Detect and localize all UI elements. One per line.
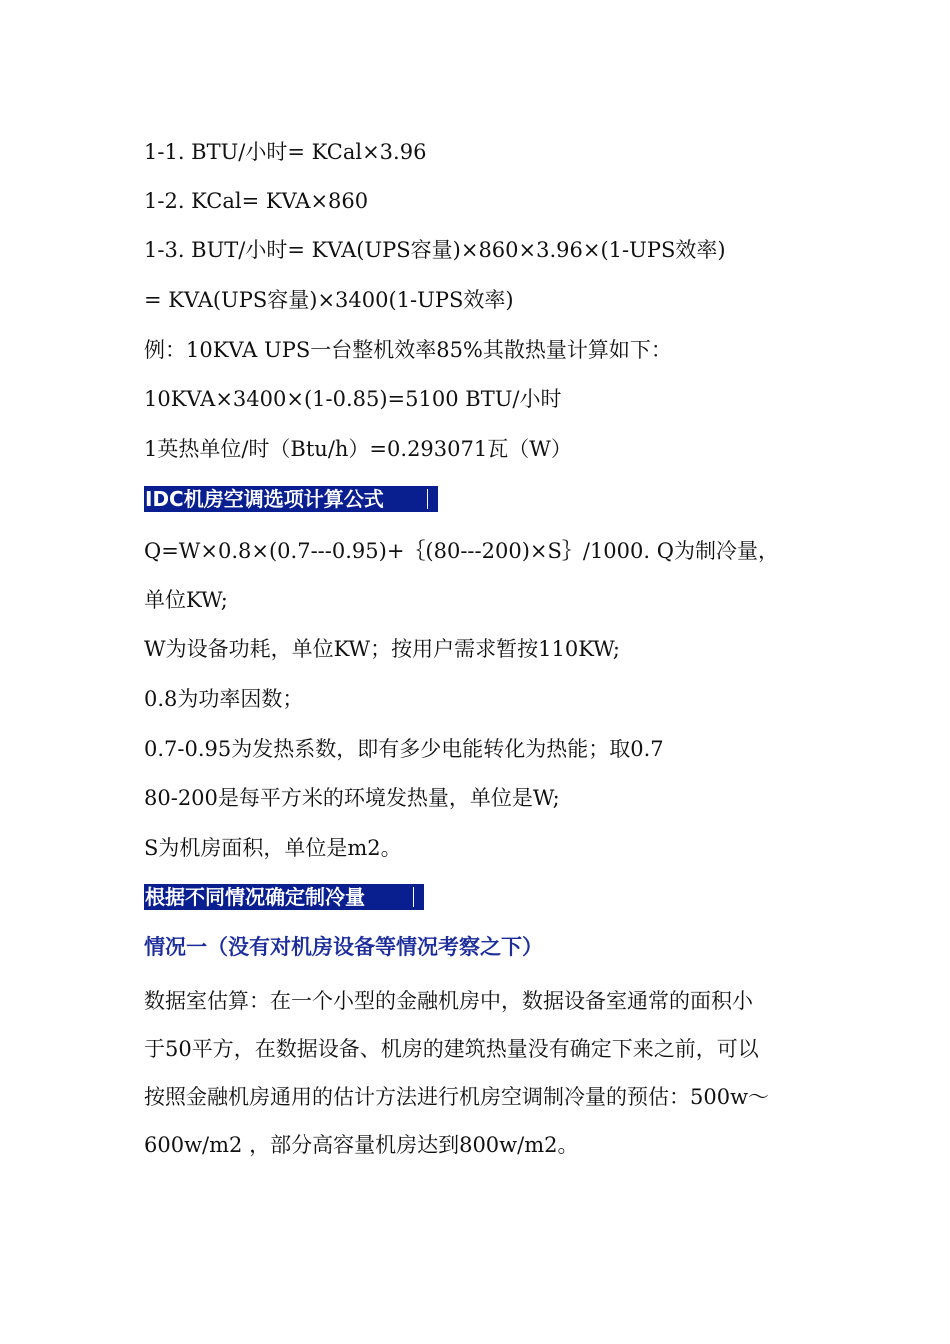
formula-btu-ups-simplified: = KVA(UPS容量)×3400(1-UPS效率) [144,288,514,312]
heading-marker [413,887,414,907]
example-calculation: 10KVA×3400×(1-0.85)=5100 BTU/小时 [144,387,562,411]
case1-line2: 于50平方，在数据设备、机房的建筑热量没有确定下来之前，可以 [144,1037,759,1061]
section-heading-idc [144,486,438,512]
heat-coefficient-definition: 0.7-0.95为发热系数，即有多少电能转化为热能；取0.7 [144,737,664,761]
example-intro: 例：10KVA UPS一台整机效率85%其散热量计算如下： [144,338,672,362]
case1-line1: 数据室估算：在一个小型的金融机房中，数据设备室通常的面积小 [144,989,753,1013]
unit-conversion: 1英热单位/时（Btu/h）=0.293071瓦（W） [144,437,572,461]
section-heading-cooling [144,884,424,910]
case1-line3: 按照金融机房通用的估计方法进行机房空调制冷量的预估：500w～ [144,1085,770,1109]
power-factor-definition: 0.8为功率因数； [144,687,304,711]
heading-marker [427,489,428,509]
environment-heat-definition: 80-200是每平方米的环境发热量，单位是W; [144,786,560,810]
formula-btu-ups: 1-3. BUT/小时= KVA(UPS容量)×860×3.96×(1-UPS效率) [144,238,726,262]
case1-title: 情况一（没有对机房设备等情况考察之下） [144,935,543,959]
section-heading-cooling-text: 根据不同情况确定制冷量 [145,885,365,909]
w-definition: W为设备功耗，单位KW；按用户需求暂按110KW; [144,637,620,661]
section-heading-idc-text: IDC机房空调选项计算公式 [145,487,384,511]
formula-btu-kcal: 1-1. BTU/小时= KCal×3.96 [144,140,427,164]
formula-kcal-kva: 1-2. KCal= KVA×860 [144,189,369,213]
case1-paragraph [144,977,804,1169]
idc-formula-line1: Q=W×0.8×(0.7---0.95)+｛(80---200)×S｝/1000. Q为制冷量， [144,539,779,563]
idc-formula-line2: 单位KW; [144,588,228,612]
area-definition: S为机房面积，单位是m2。 [144,836,402,860]
case1-line4: 600w/m2 ，部分高容量机房达到800w/m2。 [144,1133,579,1157]
